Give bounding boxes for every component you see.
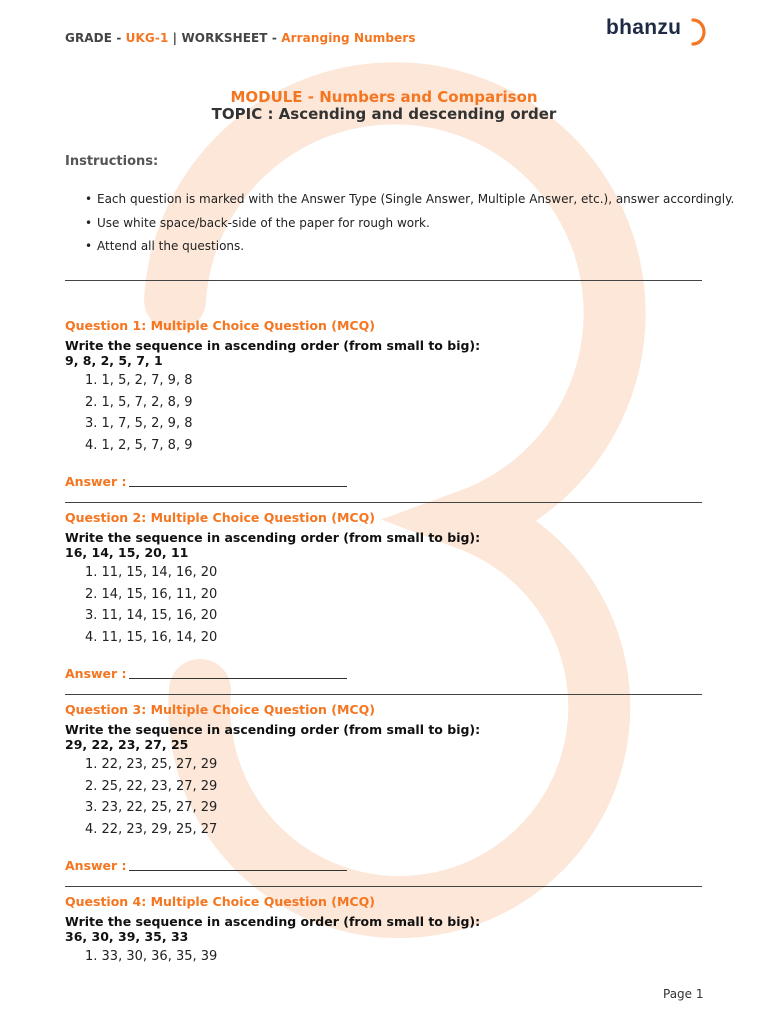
question-1-option-2: 2. 1, 5, 7, 2, 8, 9 — [85, 394, 193, 410]
instructions-title: Instructions: — [65, 154, 159, 169]
question-2-option-2: 2. 14, 15, 16, 11, 20 — [85, 586, 218, 602]
worksheet-label: WORKSHEET - — [181, 31, 282, 45]
page-number: Page 1 — [663, 987, 704, 1001]
bhanzu-arc-icon — [690, 18, 706, 46]
question-3-option-4: 4. 22, 23, 29, 25, 27 — [85, 821, 218, 837]
question-1-instruction: Write the sequence in ascending order (from small to big): — [65, 338, 481, 353]
instructions-list — [85, 192, 734, 263]
divider — [65, 280, 702, 281]
question-1-option-3: 3. 1, 7, 5, 2, 9, 8 — [85, 416, 193, 432]
question-2-title: Question 2: Multiple Choice Question (MCQ) — [65, 510, 375, 525]
question-1-answer-label: Answer : — [65, 474, 127, 489]
question-1-answer-blank[interactable] — [129, 486, 347, 487]
question-4-sequence: 36, 30, 39, 35, 33 — [65, 929, 189, 944]
question-2-options — [85, 565, 217, 651]
grade-value: UKG-1 — [125, 31, 169, 45]
instruction-item — [85, 239, 734, 263]
question-4-option-1: 1. 33, 30, 36, 35, 39 — [85, 949, 218, 964]
question-2-answer-label: Answer : — [65, 666, 127, 681]
worksheet-header — [65, 31, 416, 45]
question-3-sequence: 29, 22, 23, 27, 25 — [65, 737, 189, 752]
divider — [65, 694, 702, 695]
question-1-prompt — [65, 338, 480, 368]
question-3-instruction: Write the sequence in ascending order (from small to big): — [65, 722, 481, 737]
bhanzu-logo — [606, 14, 706, 48]
question-3-prompt — [65, 722, 480, 752]
question-3-option-1: 1. 22, 23, 25, 27, 29 — [85, 757, 218, 772]
instruction-text: Each question is marked with the Answer Type (Single Answer, Multiple Answer, etc.), answer accordingly. — [97, 192, 735, 206]
question-3-answer-label: Answer : — [65, 858, 127, 873]
bullet-icon: • — [85, 239, 93, 253]
question-1-sequence: 9, 8, 2, 5, 7, 1 — [65, 353, 163, 368]
bullet-icon: • — [85, 215, 93, 230]
instruction-item — [85, 216, 734, 240]
logo-text: bhanzu — [606, 16, 682, 39]
question-1-option-4: 4. 1, 2, 5, 7, 8, 9 — [85, 437, 193, 453]
divider — [65, 502, 702, 503]
question-1-option-1: 1. 1, 5, 2, 7, 9, 8 — [85, 373, 193, 388]
question-2-prompt — [65, 530, 480, 560]
worksheet-value: Arranging Numbers — [281, 31, 416, 45]
question-3-option-3: 3. 23, 22, 25, 27, 29 — [85, 800, 218, 816]
question-2-option-4: 4. 11, 15, 16, 14, 20 — [85, 629, 218, 645]
header-separator: | — [168, 31, 182, 45]
question-3-option-2: 2. 25, 22, 23, 27, 29 — [85, 778, 218, 794]
question-2-option-1: 1. 11, 15, 14, 16, 20 — [85, 565, 218, 580]
question-3-title: Question 3: Multiple Choice Question (MCQ) — [65, 702, 375, 717]
question-4-title: Question 4: Multiple Choice Question (MCQ) — [65, 894, 375, 909]
bullet-icon: • — [85, 192, 93, 206]
module-title: MODULE - Numbers and Comparison — [230, 88, 538, 106]
question-2-option-3: 3. 11, 14, 15, 16, 20 — [85, 608, 218, 624]
instruction-text: Use white space/back-side of the paper for rough work. — [97, 215, 430, 230]
question-4-options — [85, 949, 217, 971]
question-1-title: Question 1: Multiple Choice Question (MCQ) — [65, 318, 375, 333]
question-2-sequence: 16, 14, 15, 20, 11 — [65, 545, 189, 560]
instruction-text: Attend all the questions. — [97, 239, 245, 253]
question-3-options — [85, 757, 217, 843]
question-2-answer-blank[interactable] — [129, 678, 347, 679]
grade-label: GRADE - — [65, 31, 126, 45]
question-4-prompt — [65, 914, 480, 944]
question-2-instruction: Write the sequence in ascending order (from small to big): — [65, 530, 481, 545]
question-4-instruction: Write the sequence in ascending order (from small to big): — [65, 914, 481, 929]
question-1-options — [85, 373, 193, 459]
instruction-item — [85, 192, 734, 216]
divider — [65, 886, 702, 887]
topic-title: TOPIC : Ascending and descending order — [211, 105, 557, 123]
question-3-answer-blank[interactable] — [129, 870, 347, 871]
